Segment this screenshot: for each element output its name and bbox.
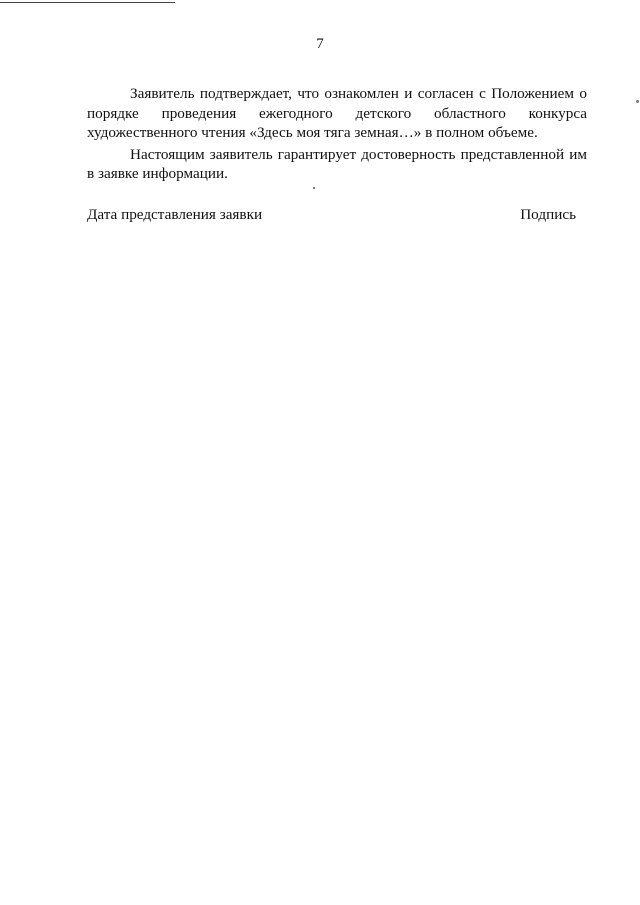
signature-row <box>87 206 576 224</box>
scan-mark <box>636 100 639 103</box>
document-body <box>87 84 587 186</box>
paragraph-consent: Заявитель подтверждает, что ознакомлен и согласен с Положением о порядке проведения ежегодного детского областного конкурса художественного чтения «Здесь моя тяга земная…» в полном объеме. <box>87 85 587 141</box>
signature-label: Подпись <box>520 206 576 223</box>
page-number: 7 <box>316 36 324 52</box>
scan-edge-line <box>0 2 175 3</box>
paragraph-guarantee: Настоящим заявитель гарантирует достоверность представленной им в заявке информации. <box>87 145 587 182</box>
scan-dot <box>313 187 315 189</box>
date-label: Дата представления заявки <box>87 206 263 223</box>
